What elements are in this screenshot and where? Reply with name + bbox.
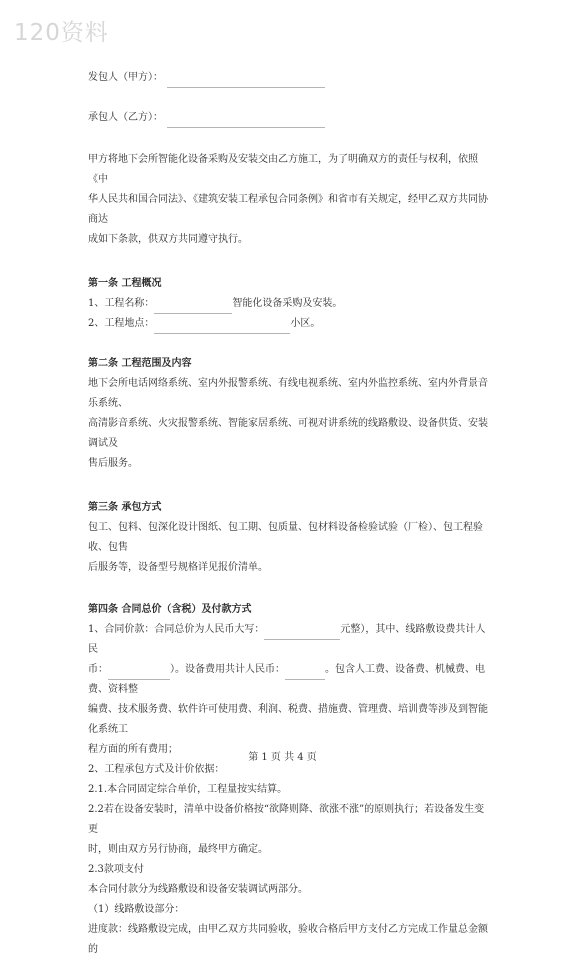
article-2-line: 地下会所电话网络系统、室内外报警系统、有线电视系统、室内外监控系统、室内外背景音乐系统、 [88, 378, 488, 409]
article-4-line: 2.2若在设备安装时，清单中设备价格按“欲降则降、欲涨不涨”的原则执行；若设备发生变更 [88, 804, 485, 835]
article-2-line: 售后服务。 [88, 458, 138, 469]
article-3-line: 包工、包料、包深化设计图纸、包工期、包质量、包材料设备检验试验（厂检）、包工程验收、包售 [88, 522, 483, 553]
wiring-fee-label: 币： [88, 664, 108, 675]
intro-line: 成如下条款，供双方共同遵守执行。 [88, 234, 248, 245]
article-4 [88, 600, 488, 960]
party-b-blank [167, 115, 325, 128]
project-location-value: 小区。 [290, 318, 321, 329]
article-4-line: 2.3款项支付 [88, 864, 144, 875]
fee-description: 。包含人工费、设备费、机械费、电费、资料整 [88, 664, 485, 695]
article-4-heading: 第四条 合同总价（含税）及付款方式 [88, 604, 252, 615]
article-4-line: 2、工程承包方式及计价依据： [88, 764, 225, 775]
project-location-blank [154, 320, 290, 334]
intro-paragraph [88, 150, 488, 250]
party-b-row [88, 108, 488, 128]
article-4-line: （1）线路敷设部分： [88, 904, 185, 915]
contract-price-line [88, 620, 488, 660]
article-4-line: 本合同付款分为线路敷设和设备安装调试两部分。 [88, 884, 308, 895]
article-4-line: 程方面的所有费用； [88, 744, 178, 755]
article-4-line: 进度款：线路敷设完成，由甲乙双方共同验收，验收合格后甲方支付乙方完成工作量总金额的 [88, 924, 488, 955]
article-1 [88, 274, 488, 334]
party-a-row [88, 68, 488, 88]
contract-price-label: 1、合同价款：合同总价为人民币大写： [88, 624, 265, 635]
wiring-fee-line [88, 660, 488, 700]
project-name-blank [154, 300, 232, 314]
project-name-value: 智能化设备采购及安装。 [232, 298, 343, 309]
article-2-line: 高清影音系统、火灾报警系统、智能家居系统、可视对讲系统的线路敷设、设备供货、安装调试及 [88, 418, 488, 449]
watermark: 120资料 [14, 20, 109, 46]
equipment-fee-blank [285, 666, 325, 680]
page-footer: 第 1 页 共 4 页 [248, 752, 317, 763]
project-name-label: 1、工程名称： [88, 298, 155, 309]
article-2 [88, 354, 488, 474]
equipment-fee-label: ）。设备费用共计人民币： [170, 664, 285, 675]
party-b-label: 承包人（乙方）： [88, 112, 163, 123]
article-4-line: 时，则由双方另行协商，最终甲方确定。 [88, 844, 268, 855]
project-location-line [88, 314, 488, 334]
project-name-line [88, 294, 488, 314]
article-2-heading: 第二条 工程范围及内容 [88, 358, 192, 369]
article-3-heading: 第三条 承包方式 [88, 502, 162, 513]
article-1-heading: 第一条 工程概况 [88, 278, 162, 289]
document-body [88, 68, 488, 960]
contract-price-suffix: 元整），其中、线路敷设费共计人民 [88, 624, 486, 655]
party-a-label: 发包人（甲方）： [88, 72, 163, 83]
party-a-blank [167, 75, 325, 88]
contract-price-blank [264, 626, 340, 640]
article-4-line: 2.1.本合同固定综合单价，工程量按实结算。 [88, 784, 288, 795]
article-3 [88, 498, 488, 578]
wiring-fee-blank [108, 666, 170, 680]
article-4-line: 编费、技术服务费、软件许可使用费、利润、税费、措施费、管理费、培训费等涉及到智能化系统工 [88, 704, 488, 735]
intro-line: 甲方将地下会所智能化设备采购及安装交由乙方施工，为了明确双方的责任与权利，依照《中 [88, 154, 478, 185]
intro-line: 华人民共和国合同法》、《建筑安装工程承包合同条例》和省市有关规定，经甲乙双方共同协商达 [88, 194, 488, 225]
article-3-line: 后服务等，设备型号规格详见报价清单。 [88, 562, 268, 573]
project-location-label: 2、工程地点： [88, 318, 155, 329]
